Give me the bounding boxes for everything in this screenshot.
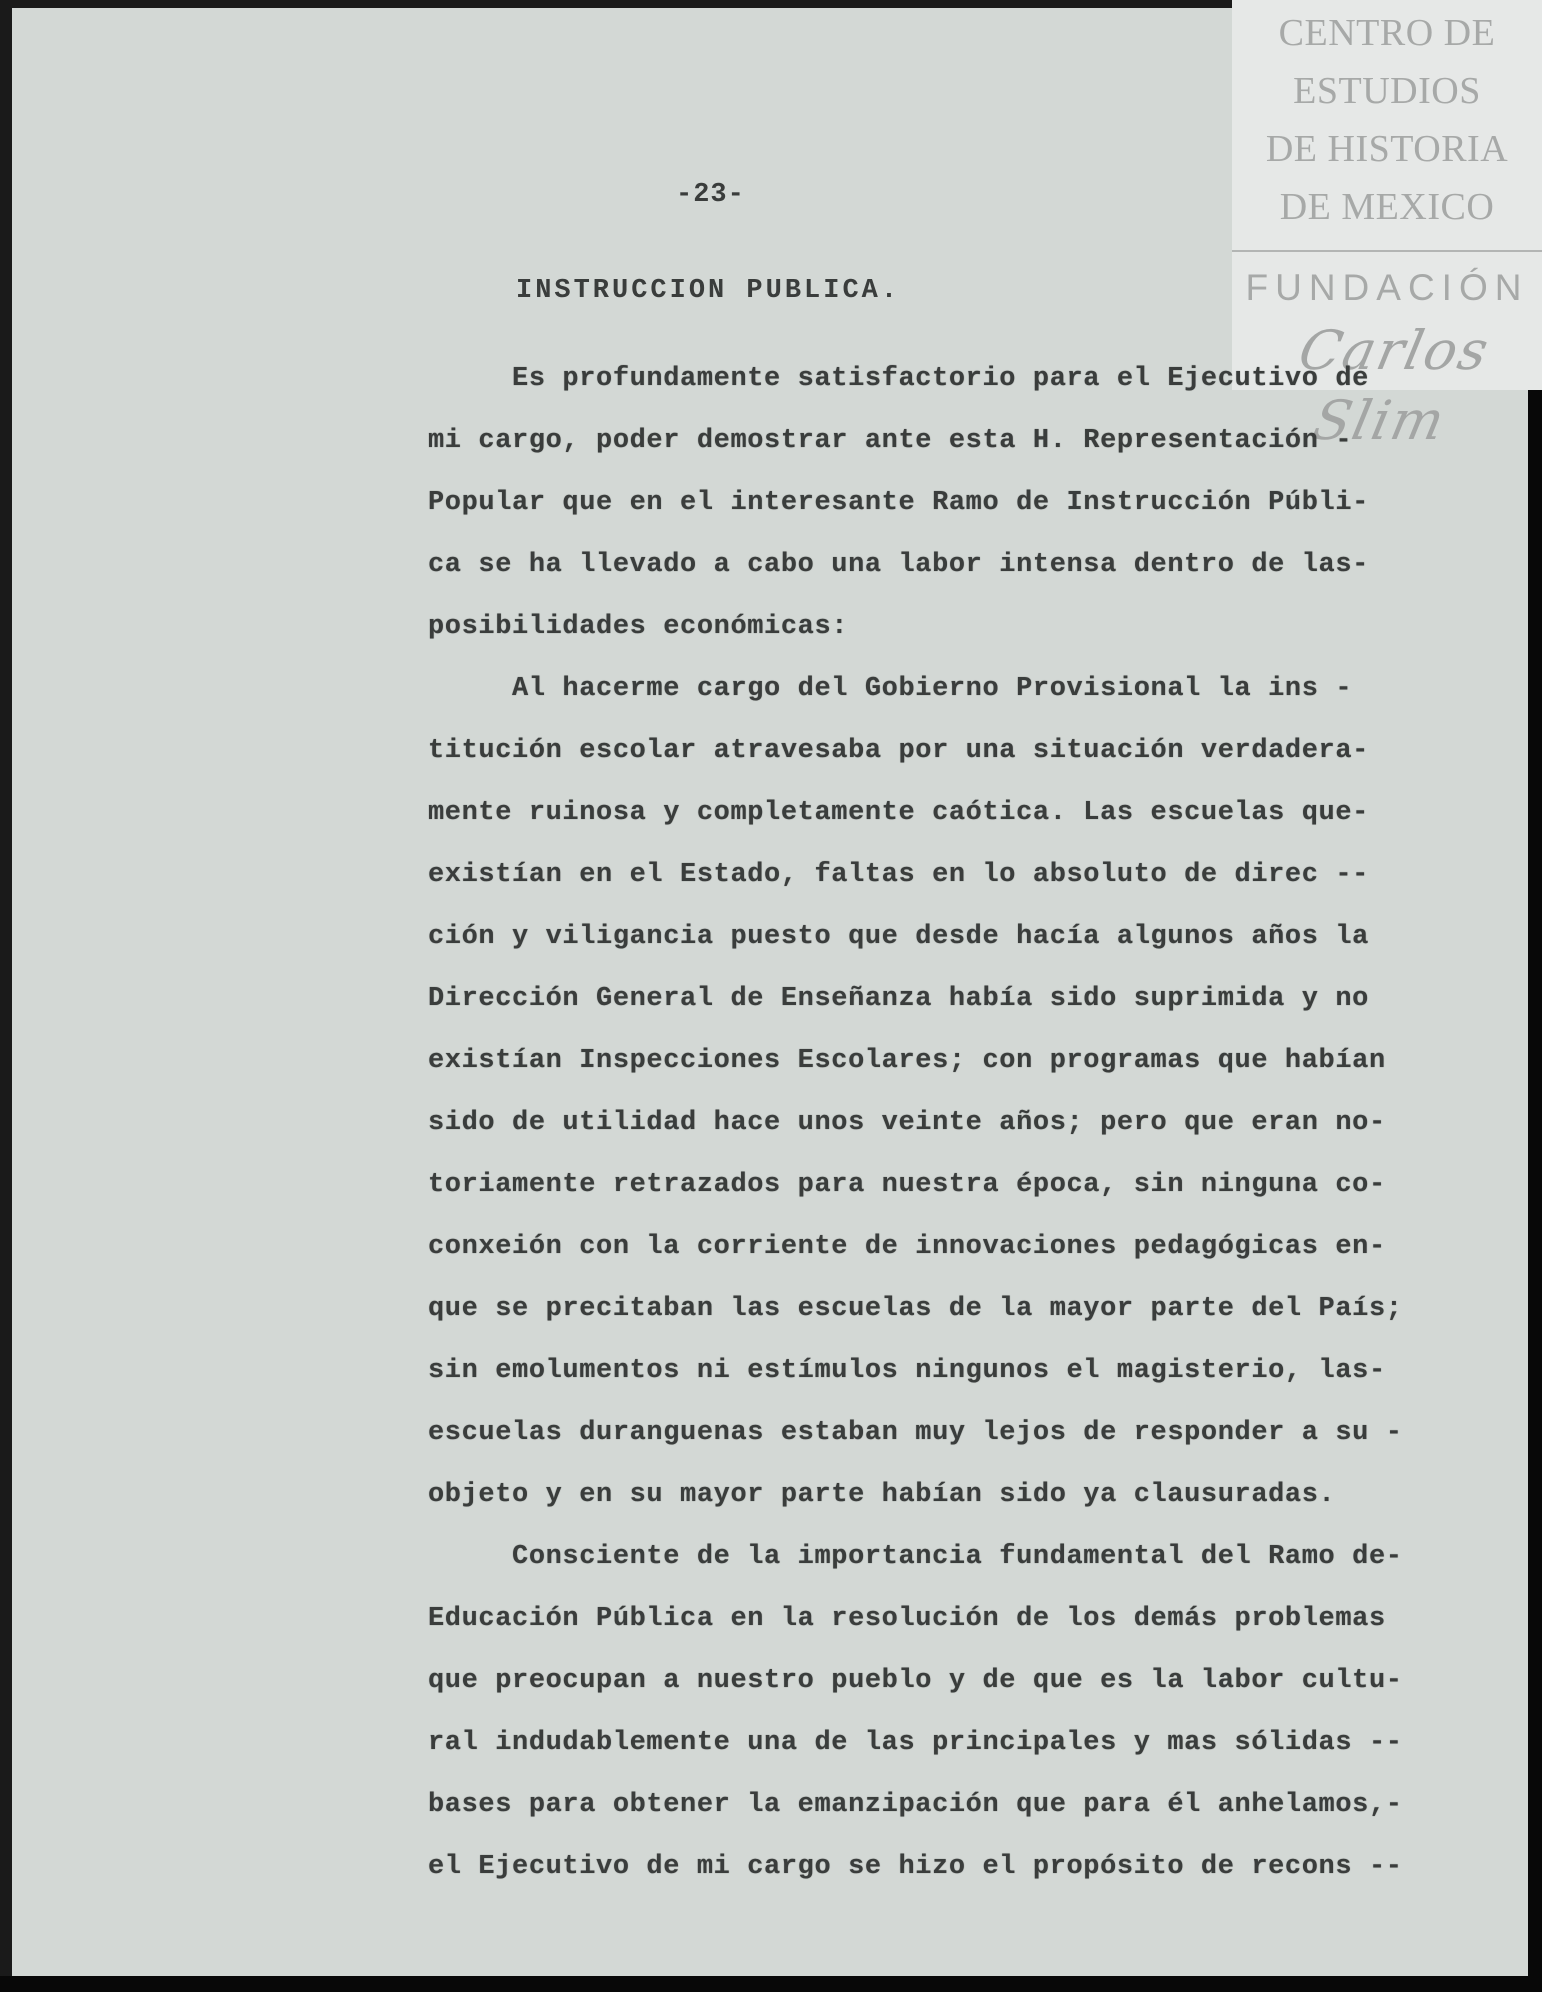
text-line: objeto y en su mayor parte habían sido ya clausuradas.: [428, 1480, 1336, 1510]
text-line: escuelas duranguenas estaban muy lejos de responder a su -: [428, 1418, 1403, 1448]
text-line: existían en el Estado, faltas en lo absoluto de direc --: [428, 860, 1369, 890]
text-line: ca se ha llevado a cabo una labor intensa dentro de las-: [428, 550, 1369, 580]
text-line: bases para obtener la emanzipación que para él anhelamos,-: [428, 1790, 1403, 1820]
section-heading: INSTRUCCION PUBLICA.: [516, 276, 901, 306]
text-line: que se precitaban las escuelas de la mayor parte del País;: [428, 1294, 1403, 1324]
text-line: ral indudablemente una de las principales y mas sólidas --: [428, 1728, 1403, 1758]
text-line: que preocupan a nuestro pueblo y de que es la labor cultu-: [428, 1666, 1403, 1696]
scan-border-left: [0, 0, 12, 1992]
text-line: el Ejecutivo de mi cargo se hizo el propósito de recons --: [428, 1852, 1403, 1882]
page-number: -23-: [676, 180, 745, 210]
text-line: ción y viligancia puesto que desde hacía algunos años la: [428, 922, 1369, 952]
text-line: Es profundamente satisfactorio para el Ejecutivo de: [428, 364, 1369, 394]
text-line: mi cargo, poder demostrar ante esta H. Representación -: [428, 426, 1353, 456]
text-line: Al hacerme cargo del Gobierno Provisional la ins -: [428, 674, 1353, 704]
watermark-line-3: DE HISTORIA: [1265, 128, 1509, 170]
text-line: titución escolar atravesaba por una situación verdadera-: [428, 736, 1369, 766]
watermark-line-4: DE MEXICO: [1279, 186, 1495, 228]
archive-watermark: [1232, 0, 1542, 452]
text-line: existían Inspecciones Escolares; con programas que habían: [428, 1046, 1386, 1076]
watermark-signature: Carlos Slim: [1293, 319, 1496, 452]
text-line: Popular que en el interesante Ramo de Instrucción Públi-: [428, 488, 1369, 518]
scan-border-bottom: [0, 1976, 1542, 1992]
text-line: Educación Pública en la resolución de los demás problemas: [428, 1604, 1386, 1634]
watermark-foundation: FUNDACIÓN: [1245, 267, 1529, 308]
watermark-line-1: CENTRO DE: [1278, 12, 1496, 54]
text-line: conxeión con la corriente de innovaciones pedagógicas en-: [428, 1232, 1386, 1262]
text-line: sido de utilidad hace unos veinte años; pero que eran no-: [428, 1108, 1386, 1138]
text-line: Consciente de la importancia fundamental del Ramo de-: [428, 1542, 1403, 1572]
watermark-line-2: ESTUDIOS: [1293, 70, 1481, 112]
watermark-divider: [1232, 250, 1542, 252]
text-line: posibilidades económicas:: [428, 612, 849, 642]
text-line: Dirección General de Enseñanza había sido suprimida y no: [428, 984, 1369, 1014]
text-line: mente ruinosa y completamente caótica. Las escuelas que-: [428, 798, 1369, 828]
text-line: sin emolumentos ni estímulos ningunos el magisterio, las-: [428, 1356, 1386, 1386]
text-line: toriamente retrazados para nuestra época, sin ninguna co-: [428, 1170, 1386, 1200]
